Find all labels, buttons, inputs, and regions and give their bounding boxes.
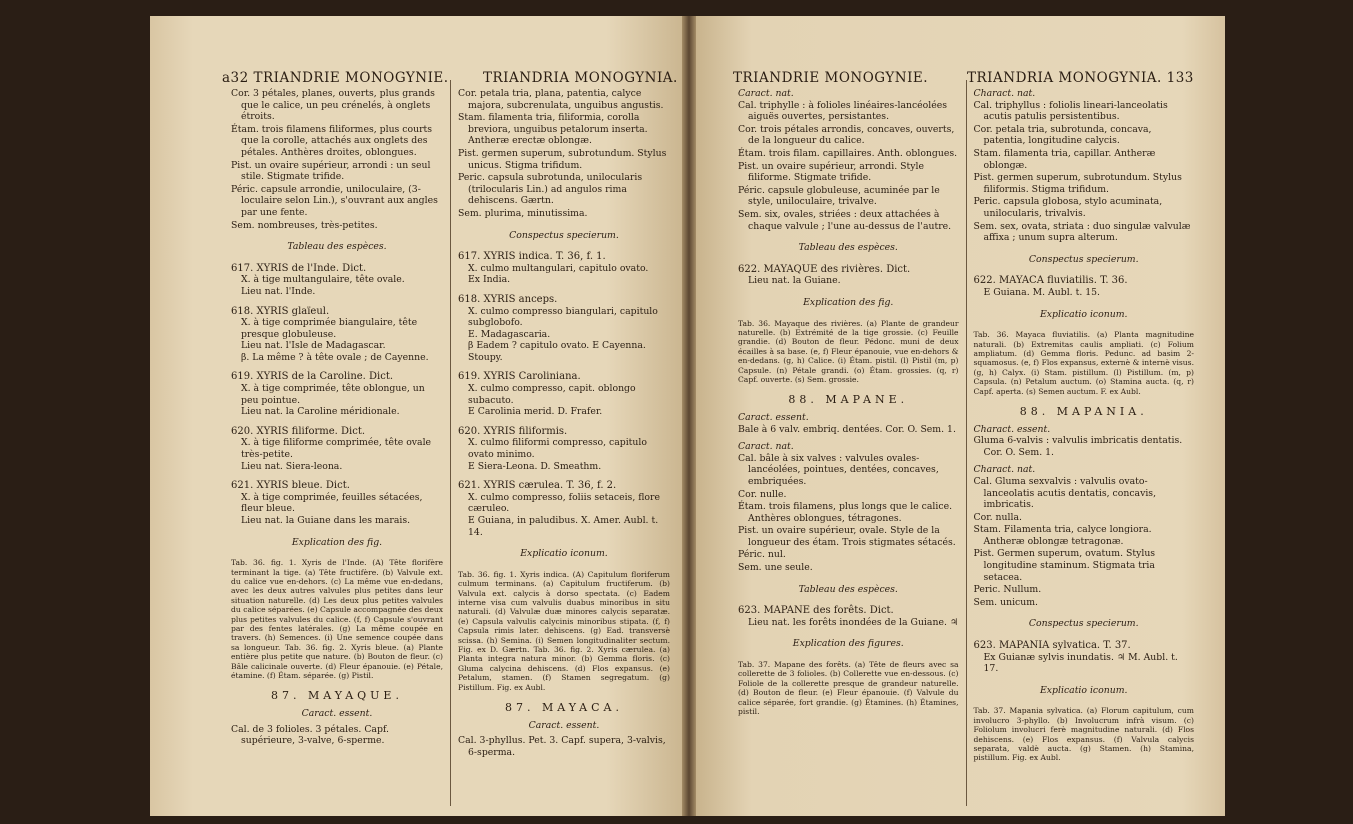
section-heading: Explication des fig. [291,536,383,548]
species-line: X. à tige comprimée, feuilles sétacées, fleur bleue. [241,491,423,515]
species-entry [974,275,1195,298]
species-line: X. à tige multangulaire, tête ovale. [241,274,405,286]
running-head-french: TRIANDRIE MONOGYNIE. [733,70,929,86]
species-line: Ex India. [468,274,511,286]
section-heading: Caract. essent. [528,719,600,731]
species-line: E Guiana, in paludibus. X. Amer. Aubl. t. 14. [468,515,659,538]
species-heading: 623. MAPANIA sylvatica. T. 37. [973,640,1131,652]
species-line: Lieu nat. les forêts inondées de la Guiane. ♃ [748,616,959,628]
species-line: X. à tige comprimée biangulaire, tête presque globuleuse. [241,317,418,340]
species-line: Lieu nat. la Guiane dans les marais. [241,515,411,526]
figure-explanation: Tab. 36. Mayaque des rivières. (a) Plante de grandeur naturelle. (b) Extrémité de la tige grossie. (c) Feuille grandie. (d) Bouton de fleur. Pédonc. muni de deux écailles à sa base. (e, f) Fleur épanouie, vue en-dehors & en-dedans. (g, h) Calice. (i) Étam. pistil. (l) Pistil (m, p) Capsule. (n) Pétale grandi. (o) Étam. grossies. (q, r) Capf. ouverte. (s) Sem. grossie. [738,318,959,384]
species-list [231,263,443,527]
character-paragraph: Pist. Germen superum, ovatum. Stylus longitudine staminum. Stigmata tria setacea. [973,548,1156,583]
character-paragraph: Stam. filamenta tria, filiformia, corolla breviora, unguibus petalorum inserta. Antheræ erectæ oblongæ. [458,112,648,147]
figure-explanation: Tab. 36. fig. 1. Xyris de l'Inde. (A) Tête florifère terminant la tige. (a) Tête fructifère. (b) Valvule ext. du calice vue en-dehors. (c) La même vue en-dedans, avec les deux autres valvules plus petites dans leur situation naturelle. (d) Les deux plus petites valvules du calice séparées. (e) Capsule accompagnée des deux plus petites valvules du calice. (f, f) Capsule s'ouvrant par des fentes latérales. (g) La même coupée en travers. (h) Semences. (i) Une semence coupée dans sa longueur. Tab. 36. fig. 2. Xyris bleue. (a) Plante entière plus petite que nature. (b) Bouton de fleur. (c) Bâle calicinale ouverte. (d) Fleur épanouie. (e) Pétale, étamine. (f) Étam. séparée. (g) Pistil. [231,558,443,681]
character-paragraph: Pist. un ovaire supérieur, ovale. Style de la longueur des étam. Trois stigmates sétacés. [738,525,956,548]
character-paragraph: Peric. capsula subrotunda, unilocularis (trilocularis Lin.) ad angulos rima dehiscens. Gærtn. [458,172,643,207]
species-heading: 618. XYRIS anceps. [458,293,558,305]
figure-explanation: Tab. 36. Mayaca fluviatilis. (a) Planta magnitudine naturali. (b) Extremitas caulis ampliati. (c) Folium ampliatum. (d) Gemma floris. Pedunc. ad basim 2-squamosus. (e, f) Flos expansus, externè & internè visus. (g, h) Calyx. (i) Stam. pistillum. (l) Pistillum. (m, p) Capsula. (n) Petalum auctum. (o) Stamina aucta. (q, r) Capf. aperta. (s) Semen auctum. F. ex Aubl. [973,330,1194,396]
character-paragraph: Pist. un ovaire supérieur, arrondi : un seul stile. Stigmate trifide. [231,159,431,183]
section-heading: Conspectus specierum. [509,229,619,241]
species-line: Lieu nat. Siera-leona. [241,460,343,472]
section-heading: Caract. nat. [738,88,794,99]
genus-heading: 87. MAYAQUE. [271,689,403,703]
species-entry [738,264,959,287]
character-paragraph: Étam. trois filamens filiformes, plus courts que la corolle, attachés aux onglets des pétales. Anthères droites, oblongues. [231,123,433,158]
left-page-french-column [224,70,450,806]
species-line: E Guiana. M. Aubl. t. 15. [983,286,1101,298]
character-paragraph: Stam. filamenta tria, capillar. Antheræ oblongæ. [973,147,1156,171]
species-heading: 620. XYRIS filiforme. Dict. [231,425,366,437]
characters-list [974,476,1195,609]
character-paragraph: Sem. nombreuses, très-petites. [231,219,378,231]
figure-explanation: Tab. 36. fig. 1. Xyris indica. (A) Capitulum floriferum culmum terminans. (a) Capitulum fructiferum. (b) Valvula ext. calycis à dorso spectata. (c) Eadem interne visa cum valvulis duabus minoribus in situ naturali. (d) Valvulæ duæ minores calycis separatæ. (e) Capsula valvulis calycinis minoribus stipata. (f, f) Capsula rimis later. dehiscens. (g) Ead. transversè scissa. (h) Semina. (i) Semen longitudinaliter sectum. Fig. ex D. Gærtn. Tab. 36. fig. 2. Xyris cærulea. (a) Planta integra natura minor. (b) Gemma floris. (c) Gluma calycina dehiscens. (d) Flos expansus. (e) Petalum, stamen. (f) Stamen segregatum. (g) Pistillum. Fig. ex Aubl. [458,569,670,692]
character-paragraph: Cor. nulla. [973,511,1022,523]
species-line: X. culmo multangulari, capitulo ovato. [468,262,649,274]
genus-heading: 87. MAYACA. [505,701,623,715]
running-head-french: a32 TRIANDRIE MONOGYNIE. [222,70,449,86]
species-heading: 621. XYRIS cærulea. T. 36, f. 2. [458,480,617,492]
section-heading: Charact. nat. [973,88,1036,99]
character-paragraph: Sem. unicum. [973,596,1039,608]
right-page-latin-column [967,70,1202,806]
section-heading: Charact. nat. [973,464,1036,476]
species-heading: 618. XYRIS glaïeul. [231,305,330,317]
section-heading: Charact. essent. [973,423,1051,435]
figure-explanation: Tab. 37. Mapania sylvatica. (a) Florum capitulum, cum involucro 3-phyllo. (b) Involucrum infrà visum. (c) Foliolum involucri ferè magnitudine naturali. (d) Flos dehiscens. (e) Flos expansus. (f) Valvula calycis separata, valdè aucta. (g) Stamen. (h) Stamina, pistillum. Fig. ex Aubl. [973,706,1194,763]
species-line: E. Madagascaria. [468,328,551,340]
character-paragraph: Stam. Filamenta tria, calyce longiora. Antheræ oblongæ tetragonæ. [973,524,1152,547]
character-paragraph: Cor. 3 pétales, planes, ouverts, plus grands que le calice, un peu crénelés, à onglets étroits. [231,88,435,123]
character-paragraph: Péric. nul. [738,549,786,561]
species-line: Lieu nat. la Guiane. [748,275,841,287]
section-heading: Caract. essent. [738,411,809,423]
section-heading: Explicatio iconum. [520,548,608,560]
species-line: Lieu nat. l'Inde. [241,285,316,297]
species-line: E Siera-Leona. D. Smeathm. [468,460,602,472]
character-paragraph: Peric. Nullum. [973,584,1042,596]
section-heading: Caract. essent. [301,708,373,720]
species-line: X. à tige comprimée, tête oblongue, un peu pointue. [241,383,425,406]
figure-explanation: Tab. 37. Mapane des forêts. (a) Tête de fleurs avec sa collerette de 3 folioles. (b) Collerette vue en-dessous. (c) Foliole de la collerette presque de grandeur naturelle. (d) Bouton de fleur. (e) Fleur épanouie. (f) Valvule du calice séparée, fort grandie. (g) Étamines. (h) Étamines, pistil. [738,660,959,717]
characters-list [738,100,959,233]
running-head-latin: TRIANDRIA MONOGYNIA. 133 [967,70,1194,86]
section-heading: Explication des fig. [803,296,894,308]
species-line: Lieu nat. la Caroline méridionale. [241,406,400,418]
character-paragraph: Cor. petala tria, plana, patentia, calyce majora, subcrenulata, unguibus angustis. [458,88,664,111]
characters-list [738,453,959,574]
species-heading: 623. MAPANE des forêts. Dict. [738,605,894,617]
character-paragraph: Cal. Gluma sexvalvis : valvulis ovato-lanceolatis acutis dentatis, concavis, imbricatis. [973,475,1157,511]
species-line: X. culmo compresso biangulari, capitulo subglobofo. [468,305,658,329]
section-heading: Conspectus specierum. [1028,618,1139,630]
genus-heading: 88. MAPANIA. [1019,404,1148,418]
left-page-latin-column [451,70,677,806]
species-line: X. à tige filiforme comprimée, tête ovale très-petite. [241,437,432,461]
section-heading: Explication des figures. [792,638,904,650]
character-paragraph: Cor. nulle. [738,488,787,500]
right-page [687,16,1225,816]
genus-characters: Cal. de 3 folioles. 3 pétales. Capf. supérieure, 3-valve, 6-sperme. [231,723,389,747]
character-paragraph: Péric. capsule globuleuse, acuminée par le style, uniloculaire, trivalve. [738,184,940,208]
species-heading: 619. XYRIS Caroliniana. [458,371,581,383]
section-heading: Explicatio iconum. [1040,684,1128,696]
book-spread [150,16,1225,816]
species-heading: 617. XYRIS de l'Inde. Dict. [231,262,367,274]
character-paragraph: Étam. trois filamens, plus longs que le calice. Anthères oblongues, tétragones. [738,501,953,524]
species-line: X. culmo filiformi compresso, capitulo ovato minimo. [468,437,647,461]
character-paragraph: Sem. plurima, minutissima. [458,207,588,219]
section-heading: Tableau des espèces. [287,241,387,253]
section-heading: Conspectus specierum. [1028,253,1139,265]
species-line: β Eadem ? capitulo ovato. E Cayenna. Stoupy. [468,340,646,363]
genus-characters: Cal. 3-phyllus. Pet. 3. Capf. supera, 3-valvis, 6-sperma. [458,735,666,758]
character-paragraph: Cal. bâle à six valves : valvules ovales-lancéolées, pointues, dentées, concaves, embriquées. [738,452,939,487]
species-heading: 619. XYRIS de la Caroline. Dict. [231,371,394,383]
species-list [458,251,670,538]
character-paragraph: Étam. trois filam. capillaires. Anth. oblongues. [738,147,958,159]
character-paragraph: Pist. germen superum, subrotundum. Stylus filiformis. Stigma trifidum. [973,172,1182,195]
genus-heading: 88. MAPANE. [788,393,909,407]
character-paragraph: Sem. une seule. [738,562,813,574]
character-paragraph: Peric. capsula globosa, stylo acuminata, unilocularis, trivalvis. [973,196,1163,219]
species-heading: 617. XYRIS indica. T. 36, f. 1. [458,251,606,263]
running-head-latin: TRIANDRIA MONOGYNIA. [483,70,678,86]
character-paragraph: Cor. trois pétales arrondis, concaves, ouverts, de la longueur du calice. [738,123,955,147]
book-gutter [682,16,696,816]
genus-characters: Bale à 6 valv. embriq. dentées. Cor. O. Sem. 1. [738,423,956,435]
character-paragraph: Cal. triphylle : à folioles linéaires-lancéolées aiguës ouvertes, persistantes. [738,99,948,123]
character-paragraph: Sem. sex, ovata, striata : duo singulæ valvulæ affixa ; unum supra alterum. [973,220,1191,244]
section-heading: Explicatio iconum. [1040,308,1128,320]
character-paragraph: Cor. petala tria, subrotunda, concava, patentia, longitudine calycis. [973,123,1152,147]
genus-characters: Gluma 6-valvis : valvulis imbricatis dentatis. Cor. O. Sem. 1. [973,435,1183,458]
species-line: E Carolinia merid. D. Frafer. [468,406,603,418]
species-heading: 622. MAYACA fluviatilis. T. 36. [973,275,1128,287]
character-paragraph: Cal. triphyllus : foliolis lineari-lanceolatis acutis patulis persistentibus. [973,99,1168,123]
characters-list [458,88,670,220]
species-entry [738,605,959,628]
character-paragraph: Pist. germen superum, subrotundum. Stylus unicus. Stigma trifidum. [458,147,667,171]
characters-list [231,88,443,231]
species-heading: 621. XYRIS bleue. Dict. [231,480,350,492]
character-paragraph: Pist. un ovaire supérieur, arrondi. Style filiforme. Stigmate trifide. [738,160,924,184]
species-line: X. culmo compresso, capit. oblongo subacuto. [468,383,636,406]
character-paragraph: Sem. six, ovales, striées : deux attachées à chaque valvule ; l'une au-dessus de l'autre. [738,208,952,232]
character-paragraph: Péric. capsule arrondie, uniloculaire, (3-loculaire selon Lin.), s'ouvrant aux angles par une fente. [231,183,438,218]
species-line: β. La même ? à tête ovale ; de Cayenne. [241,351,429,363]
species-heading: 622. MAYAQUE des rivières. Dict. [738,263,911,275]
species-line: Ex Guianæ sylvis inundatis. ♃ M. Aubl. t. 17. [983,651,1178,675]
section-heading: Tableau des espèces. [798,583,898,595]
characters-list [974,100,1195,244]
section-heading: Tableau des espèces. [798,242,898,254]
species-line: Lieu nat. l'Isle de Madagascar. [241,340,386,352]
right-page-french-column [731,70,966,806]
section-heading: Caract. nat. [738,441,794,453]
left-page [150,16,687,816]
species-line: X. culmo compresso, foliis setaceis, flore cæruleo. [468,491,660,515]
species-entry [974,640,1195,675]
species-heading: 620. XYRIS filiformis. [458,425,568,437]
